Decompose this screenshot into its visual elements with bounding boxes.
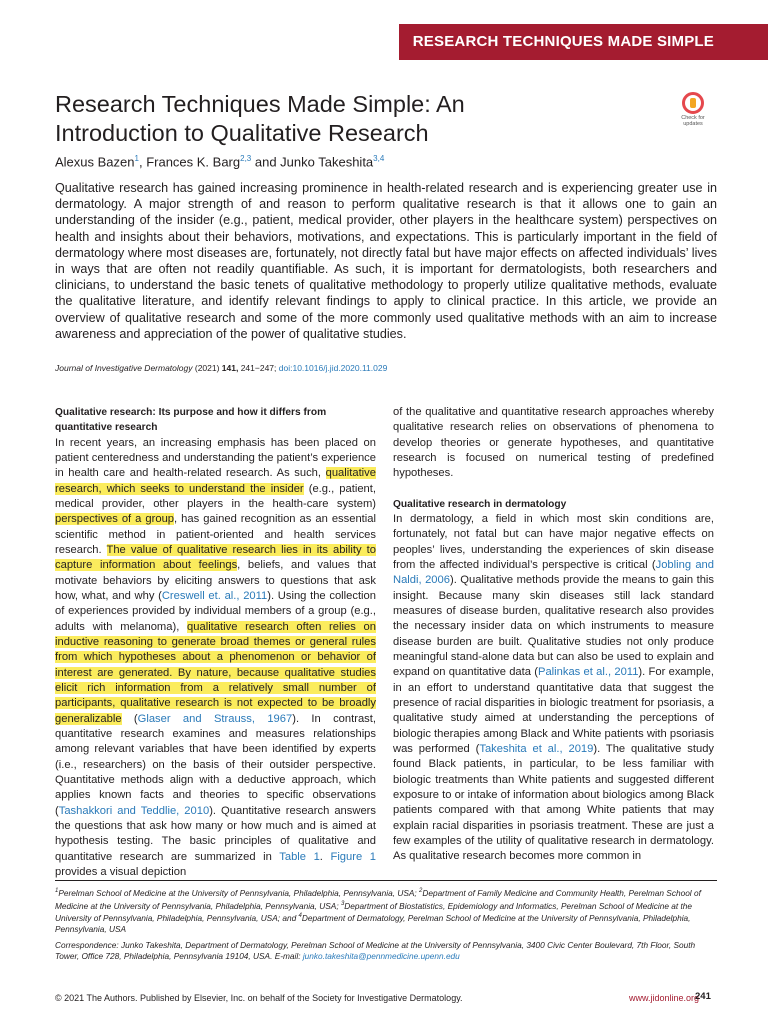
page-number: 241	[695, 991, 711, 1002]
section-banner	[399, 24, 768, 60]
right-column	[393, 405, 714, 865]
email-link[interactable]: junko.takeshita@pennmedicine.upenn.edu	[302, 950, 460, 961]
reference-link[interactable]: Table 1	[279, 850, 320, 863]
highlighted-text: perspectives of a group	[55, 513, 175, 526]
title-line-1: Research Techniques Made Simple: An	[55, 91, 465, 117]
body-paragraph: of the qualitative and quantitative research approaches whereby qualitative research relies on observations of phenomena to develop theories or generate hypotheses, and quantitative research is focused on numerical testing of predefined hypotheses.	[393, 406, 714, 480]
check-for-updates-icon	[682, 92, 704, 114]
journal-url-link[interactable]: www.jidonline.org	[629, 993, 700, 1003]
reference-link[interactable]: Palinkas et al., 2011	[537, 666, 639, 679]
body-text: (	[121, 712, 138, 725]
left-column	[55, 405, 376, 880]
section-heading: Qualitative research in dermatology	[393, 498, 567, 510]
body-text: ). The qualitative study found Black patients, in particular, to be less familiar with biologic treatments than White patients and suggested different exposure to or intake of information about biologics among Black patients compared with that among White patients that may explain racial disparities in psoriasis treatment. These are just a few examples of the utility of qualitative research in dermatology. As qualitative research becomes more common in	[393, 742, 715, 863]
highlighted-text: The value of qualitative research lies in its ability to capture information about feelings	[55, 543, 376, 572]
author-name: Junko Takeshita	[280, 154, 374, 170]
copyright-notice: © 2021 The Authors. Published by Elsevier, Inc. on behalf of the Society for Investigative Dermatology.	[55, 993, 463, 1003]
reference-link[interactable]: Jobling and Naldi, 2006	[393, 558, 714, 587]
journal-name: Journal of Investigative Dermatology	[55, 363, 193, 373]
author-list: Alexus Bazen$^1$, Frances K. Barg$^{2,3}$ and Junko Takeshita$^{3,4}$	[55, 154, 385, 170]
body-text: In dermatology, a field in which most skin conditions are, fortunately, not fatal but can have major negative effects on peoples’ lives, understanding the experiences of skin disease from the affected individual’s perspective is critical (	[393, 512, 714, 571]
body-text: .	[319, 850, 331, 863]
check-for-updates-button[interactable]	[671, 92, 715, 134]
reference-link[interactable]: Figure 1	[330, 850, 376, 863]
body-text: provides a visual depiction	[55, 865, 187, 878]
check-for-updates-label: Check for updates	[681, 115, 705, 127]
body-text: ). In contrast, quantitative research examines and measures relationships among relevant variables that have been identified by experts (i.e., researchers) on the basis of their outsider perspective. Quantitative methods align with a deductive approach, which applies known facts and theories to specific observations (	[55, 712, 376, 817]
journal-volume: 141,	[221, 363, 239, 373]
reference-link[interactable]: Glaser and Strauss, 1967	[137, 712, 293, 725]
affiliation-marker[interactable]: 3,4	[373, 154, 385, 163]
section-heading: Qualitative research: Its purpose and how it differs from quantitative research	[55, 407, 327, 434]
body-text: ). Qualitative methods provide the means to gain this insight. Because many skin diseases still lack standard measures of disease burden, qualitative research also provides the necessary insider data on which instruments to measure disease burden are built. Qualitative studies not only produce meaningful stand-alone data but can also be used to explain and expand on quantitative data (	[393, 574, 714, 679]
body-text: ). Using the collection of experiences provided by individual members of a group (e.g., adults with melanoma),	[55, 589, 376, 633]
body-text: ). For example, in an effort to understand quantitative data that suggest the presence of racial disparities in biologic treatment for psoriasis, a qualitative study aimed at understanding the perceptions of biologic therapies among Black and White patients with psoriasis was performed (	[393, 666, 714, 755]
doi-link[interactable]: doi:10.1016/j.jid.2020.11.029	[278, 363, 388, 373]
title-line-2: Introduction to Qualitative Research	[55, 120, 429, 146]
body-text: , has gained recognition as an essential scientific method in patient-oriented and health services research.	[55, 513, 376, 556]
article-title	[55, 90, 635, 148]
author-name: Alexus Bazen	[55, 154, 135, 170]
highlighted-text: qualitative research often relies on inductive reasoning to generate broad themes or general rules from which hypotheses about a phenomenon or behavior of interest are generated. By nature, because qualitative studies elicit rich information from a relatively small number of participants, qualitative research is not expected to be broadly generalizable	[55, 620, 376, 725]
highlighted-text: qualitative research, which seeks to understand the insider	[55, 467, 376, 495]
reference-link[interactable]: Creswell et. al., 2011	[161, 589, 268, 602]
affiliation-marker[interactable]: 1	[134, 154, 139, 163]
affiliation-marker[interactable]: 2,3	[240, 154, 252, 163]
affiliations: $^1$Perelman School of Medicine at the University of Pennsylvania, Philadelphia, Pennsylvania, USA; $^2$Department of Family Medicine and Community Health, Perelman School of Medicine at the University of Pennsylvania, Philadelphia, Pennsylvania, USA; $^3$Department of Biostatistics, Epidemiology and Informatics, Perelman School of Medicine at the University of Pennsylvania, Philadelphia, Pennsylvania, USA; and $^4$Department of Dermatology, Perelman School of Medicine at the University of Pennsylvania, Philadelphia, Pennsylvania, USA	[55, 887, 701, 934]
footnote-divider	[55, 880, 717, 881]
author-name: Frances K. Barg	[146, 154, 241, 170]
body-text: (e.g., patient, medical provider, other players in the health-care system)	[55, 482, 376, 510]
body-text: , beliefs, and values that motivate behaviors by eliciting answers to questions that ask how, what, and why (	[55, 559, 376, 602]
correspondence: Correspondence: Junko Takeshita, Department of Dermatology, Perelman School of Medicine at the University of Pennsylvania, 3400 Civic Center Boulevard, 7th Floor, South Tower, Office 728, Philadelphia, Pennsylvania 19104, USA. E-mail: junko.takeshita@pennmedicine.upenn.edu	[55, 940, 696, 961]
abstract: Qualitative research has gained increasing prominence in health-related research and is experiencing greater use in dermatology. A major strength of and reason to perform qualitative research is that it allows one to gain an understanding of the insider (e.g., patient, medical provider, other players in the healthcare system) perspectives on health and insights about their behaviors, motivations, and expectations. This is particularly important in the field of dermatology where most diseases are, fortunately, not directly fatal but have major effects on affected individuals’ lives in ways that are often not readily quantifiable. As such, it is important for dermatologists, both researchers and clinicians, to understand the basic tenets of qualitative methodology to properly utilize qualitative methods, evaluate the qualitative literature, and identify relevant findings to apply to clinical practice. In this article, we provide an overview of qualitative research and some of the more commonly used qualitative methods with an aim to increase awareness and appreciation of the power of qualitative studies.	[55, 181, 717, 341]
banner-text: RESEARCH TECHNIQUES MADE SIMPLE	[412, 33, 714, 50]
reference-link[interactable]: Tashakkori and Teddlie, 2010	[58, 804, 210, 817]
body-text: ). Quantitative research answers the questions that ask how many or how much and is aimed at hypothesis testing. The basic principles of qualitative and quantitative research are summarized in	[55, 804, 376, 863]
reference-link[interactable]: Takeshita et al., 2019	[479, 742, 594, 755]
body-text: In recent years, an increasing emphasis has been placed on patient centeredness and understanding the patient’s experience in health care and health-related research. As such,	[55, 436, 376, 480]
body-paragraph	[55, 436, 376, 881]
journal-citation: Journal of Investigative Dermatology (2021) 141, 241−247; doi:10.1016/j.jid.2020.11.029	[55, 363, 388, 373]
body-paragraph	[393, 512, 714, 865]
